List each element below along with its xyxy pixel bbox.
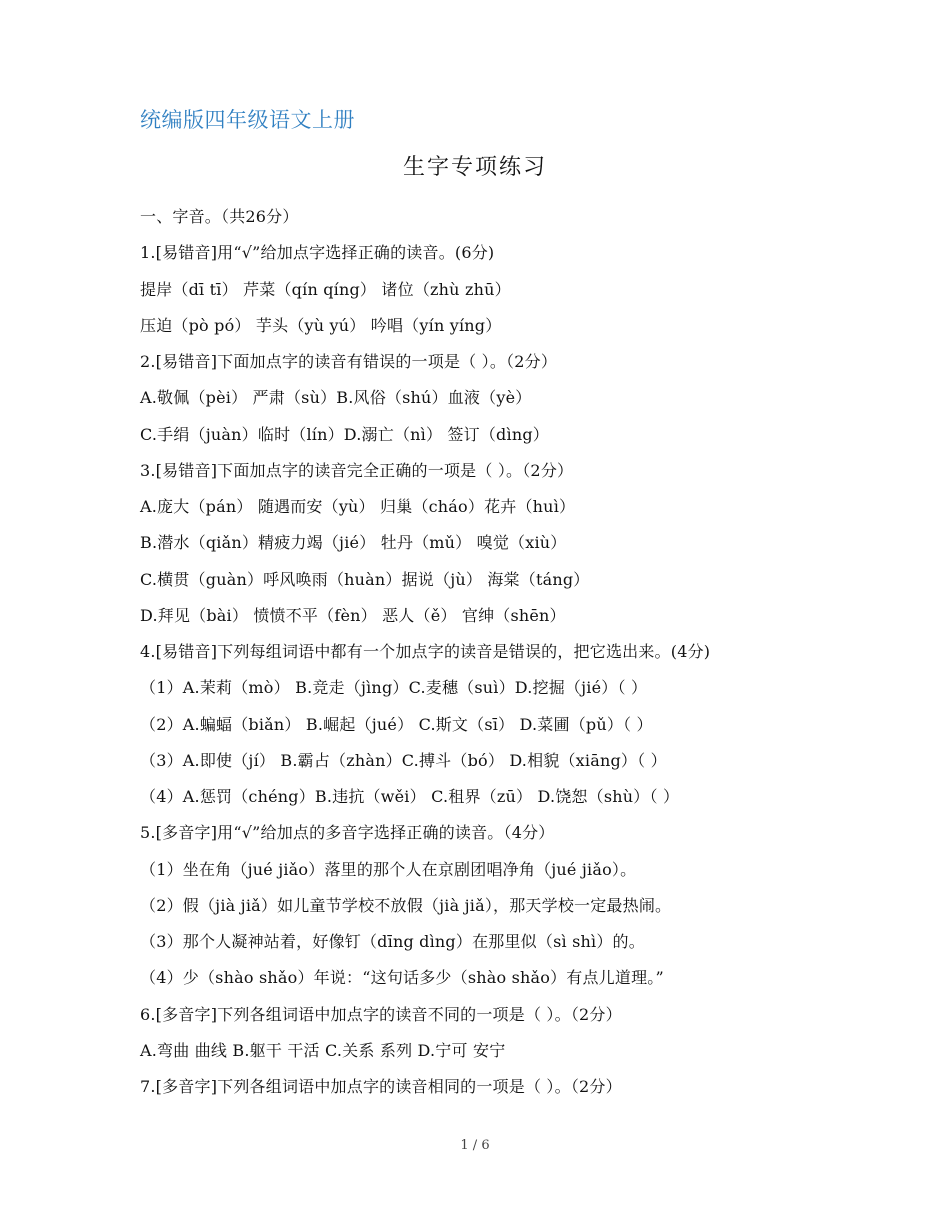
question-4-group-1: （1）A.茉莉（mò） B.竞走（jìng）C.麦穗（suì）D.挖掘（jié）（ ） [140, 678, 648, 698]
question-5: 5.[多音字]用“√”给加点的多音字选择正确的读音。（4分） [140, 823, 555, 843]
question-4-group-2: （2）A.蝙蝠（biǎn） B.崛起（jué） C.斯文（sī） D.菜圃（pǔ）（ ） [140, 714, 653, 734]
question-5-item-3: （3）那个人凝神站着，好像钉（dīng dìng）在那里似（sì shì）的。 [140, 932, 645, 951]
question-2-options-ab: A.敬佩（pèi） 严肃（sù）B.风俗（shú）血液（yè） [140, 388, 532, 408]
question-3-option-a: A.庞大（pán） 随遇而安（yù） 归巢（cháo）花卉（huì） [140, 497, 576, 516]
exercise-body [140, 203, 920, 1109]
question-5-item-4: （4）少（shào shǎo）年说：“这句话多少（shào shǎo）有点儿道理。” [140, 968, 664, 988]
question-4: 4.[易错音]下列每组词语中都有一个加点字的读音是错误的，把它选出来。(4分) [140, 642, 711, 661]
section-heading: 一、字音。（共26分） [140, 207, 299, 226]
header-title: 统编版四年级语文上册 [140, 108, 355, 132]
document-title: 生字专项练习 [402, 155, 547, 180]
question-7: 7.[多音字]下列各组词语中加点字的读音相同的一项是（ ）。（2分） [140, 1077, 622, 1096]
question-1: 1.[易错音]用“√”给加点字选择正确的读音。(6分) [140, 243, 495, 263]
question-4-group-3: （3）A.即使（jí） B.霸占（zhàn）C.搏斗（bó） D.相貌（xiāng）（ ） [140, 750, 667, 770]
question-2-options-cd: C.手绢（juàn）临时（lín）D.溺亡（nì） 签订（dìng） [140, 424, 549, 444]
question-6-options: A.弯曲 曲线 B.躯干 干活 C.关系 系列 D.宁可 安宁 [140, 1040, 506, 1060]
question-3: 3.[易错音]下面加点字的读音完全正确的一项是（ ）。（2分） [140, 460, 574, 480]
question-5-item-2: （2）假（jià jiǎ）如儿童节学校不放假（jià jiǎ），那天学校一定最热闹。 [140, 895, 672, 915]
question-6: 6.[多音字]下列各组词语中加点字的读音不同的一项是（ ）。（2分） [140, 1004, 622, 1024]
question-5-item-1: （1）坐在角（jué jiǎo）落里的那个人在京剧团唱净角（jué jiǎo）。 [140, 859, 637, 879]
question-3-option-c: C.横贯（guàn）呼风唤雨（huàn）据说（jù） 海棠（táng） [140, 569, 590, 589]
page-number: 1 / 6 [460, 1138, 490, 1153]
question-4-group-4: （4）A.惩罚（chéng）B.违抗（wěi） C.租界（zū） D.饶恕（shù）（ ） [140, 787, 680, 806]
question-3-option-b: B.潜水（qiǎn）精疲力竭（jié） 牡丹（mǔ） 嗅觉（xiù） [140, 533, 567, 553]
question-2: 2.[易错音]下面加点字的读音有错误的一项是（ ）。（2分） [140, 352, 558, 371]
question-1-row-2: 压迫（pò pó） 芋头（yù yú） 吟唱（yín yíng） [140, 315, 502, 335]
question-1-row-1: 提岸（dī tī） 芹菜（qín qíng） 诸位（zhù zhū） [140, 279, 511, 299]
question-3-option-d: D.拜见（bài） 愤愤不平（fèn） 恶人（ě） 官绅（shēn） [140, 605, 566, 625]
